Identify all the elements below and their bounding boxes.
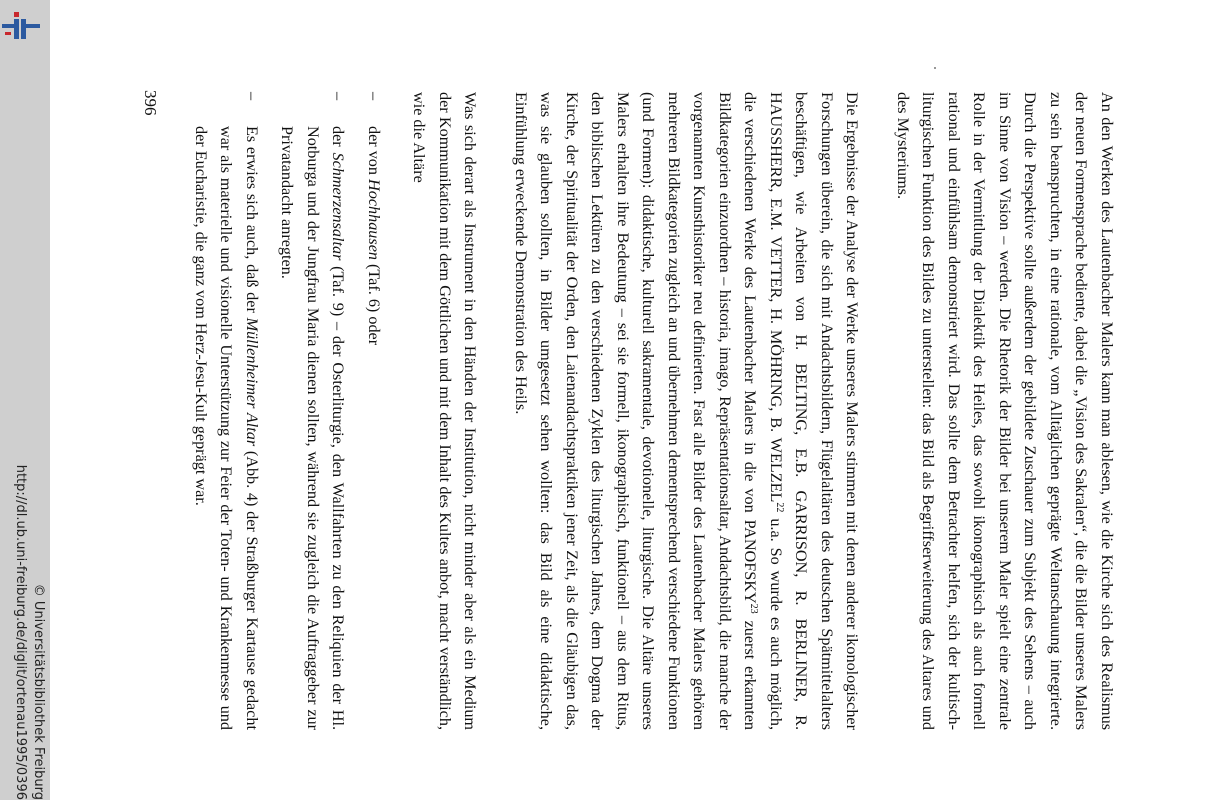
list-item-title: Hochhausen [365, 179, 383, 260]
paragraph-1: An den Werken des Lautenbacher Malers kann man ablesen, wie die Kirche sich des Realismus der neuen Formensprache bediente, dabei die „Vision des Sakralen“, die die Bilder unseres Malers zu sein beanspruchten, in eine rationale, vom Alltäglichen geprägte Weltanschauung integrierte. Durch die Perspektive sollte außerdem der gebildete Zuschauer zum Subjekt des Sehens – auch im Sinne von Vision – werden. Die Rhetorik der Bilder bei unserem Maler spielt eine zentrale Rolle in der Vermittlung der Dialektik des Heiles, das sowohl ikonographisch als auch formell rational und einfühlsam demonstriert wird. Das sollte dem Betrachter helfen, sich der kultisch-liturgischen Funktion des Bildes zu unterstellen: das Bild als Begriffserweiterung des Altares und des Mysteriums. [894, 92, 1116, 730]
list-item [188, 92, 265, 730]
altar-list [188, 92, 387, 730]
page-body [132, 92, 1120, 730]
list-item [274, 92, 351, 730]
scan-speck [934, 67, 936, 69]
copyright-notice: © Universitätsbibliothek Freiburg [31, 583, 46, 800]
list-dash: – [243, 92, 261, 101]
list-item-title: Schmerzensaltar [329, 152, 348, 261]
list-dash: – [365, 92, 383, 101]
list-item-text: (Taf. 6) oder [365, 259, 383, 346]
page-footer [132, 92, 172, 730]
list-item-text: (Taf. 9) – der Osterliturgie, den Wallfahrten zu den Reliquien der Hl. Notburga und der Jungfrau Maria dienen sollten, während sie zugleich die Auftraggeber zur Privatandacht anregten. [278, 126, 348, 731]
footnote-ref-22: 22 [774, 502, 785, 513]
paragraph-2-end: zuerst erkannten Bildkategorien einzuordnen – historia, imago, Repräsentationsaltar, Andachtsbild, die manche der vorgenannten Kunsthistoriker neu definierten. Fast alle Bilder des Lautenbacher Malers gehören mehreren Bildkategorien zugleich an und übernehmen dementsprechend verschiedene Funktionen (und Formen): didaktische, kulturell sakramentale, devotionelle, liturgische. Die Altäre unseres Malers erhalten ihre Bedeutung – sei sie formell, ikonographisch, funktionell – aus dem Ritus, den biblischen Lektüren zu den verschiedenen Zyklen des liturgischen Jahres, dem Dogma der Kirche, der Spiritualität der Orden, den Laienandachtspraktiken jener Zeit, als die Gläubigen das, was sie glauben sollten, in Bilder umgesetzt sehen wollten: das Bild als eine didaktische, Einfühlung erweckende Demonstration des Heils. [512, 92, 760, 731]
credit-block [0, 0, 50, 800]
list-item-text: der von [365, 126, 383, 180]
list-dash: – [329, 92, 348, 101]
list-item-text: Es erwies sich auch, daß der [243, 126, 261, 318]
list-item-text: der [329, 126, 348, 153]
list-item [361, 92, 387, 730]
paragraph-2-middle: u.a. So wurde es auch möglich, die verschiedenen Werke des Lautenbacher Malers in die von PANOFSKY [741, 92, 785, 731]
footnote-ref-23: 23 [748, 603, 760, 614]
paragraph-2 [508, 92, 865, 730]
source-url[interactable]: http://dl.ub.uni-freiburg.de/diglit/ortenau1995/0396 [13, 464, 28, 800]
paragraph-2-start: Die Ergebnisse der Analyse der Werke unseres Malers stimmen mit denen anderer ikonologischer Forschungen überein, die sich mit Andachtsbildern, Flügelaltären des deutschen Spätmittelalters beschäftigen, wie Arbeiten von H. BELTING, E.B. GARRISON, R. BERLINER, R. HAUSSHERR, E.M. VETTER, H. MÖHRING, B. WELZEL [767, 92, 862, 730]
list-item-text: (Abb. 4) der Straßburger Kartause gedacht war als materielle und visionelle Unterstützung zur Feier der Toten- und Krankenmesse und der Eucharistie, die ganz vom Herz-Jesu-Kult geprägt war. [192, 126, 261, 731]
page-number: 396 [141, 90, 161, 116]
paragraph-3: Was sich derart als Instrument in den Händen der Institution, nicht minder aber als ein Medium der Kommunikation mit dem Göttlichen und mit dem Inhalt des Kultes anbot, macht verständlich, wie die Altäre [410, 92, 480, 730]
list-item-title: Müllenheimer Altar [243, 317, 261, 447]
scanned-page [50, 0, 1223, 800]
